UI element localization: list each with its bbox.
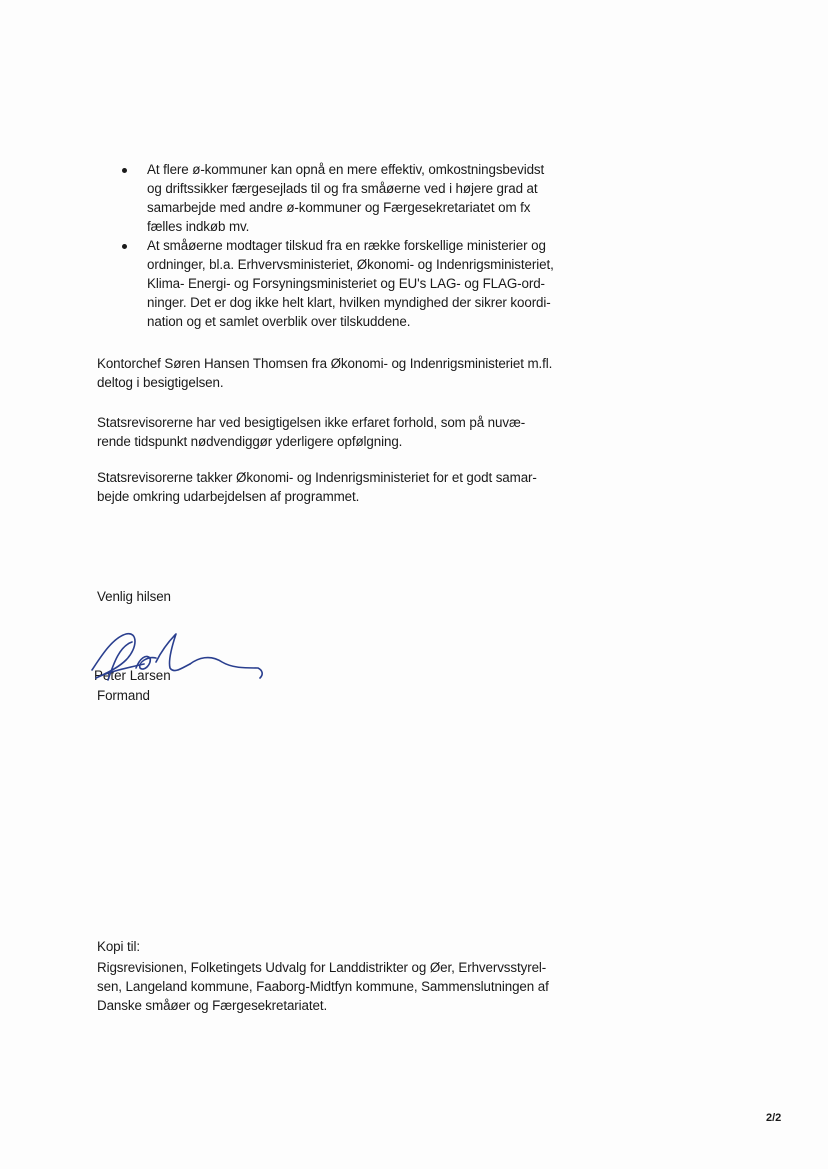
bullet-line: og driftssikker færgesejlads til og fra småøerne ved i højere grad at xyxy=(147,181,538,196)
bullet-line: ninger. Det er dog ikke helt klart, hvilken myndighed der sikrer koordi- xyxy=(147,295,551,310)
paragraph-thanks xyxy=(97,468,537,506)
closing-greeting: Venlig hilsen xyxy=(97,589,171,604)
handwritten-signature xyxy=(86,628,266,690)
bullet-item-2 xyxy=(147,236,554,331)
copy-recipients xyxy=(97,958,549,1015)
page-number: 2/2 xyxy=(766,1112,782,1124)
bullet-line: Klima- Energi- og Forsyningsministeriet og EU's LAG- og FLAG-ord- xyxy=(147,276,545,291)
copy-line: Danske småøer og Færgesekretariatet. xyxy=(97,998,328,1013)
bullet-line: ordninger, bl.a. Erhvervsministeriet, Økonomi- og Indenrigsministeriet, xyxy=(147,257,554,272)
paragraph-line: Statsrevisorerne har ved besigtigelsen ikke erfaret forhold, som på nuvæ- xyxy=(97,415,526,430)
bullet-line: nation og et samlet overblik over tilskuddene. xyxy=(147,314,411,329)
paragraph-line: Kontorchef Søren Hansen Thomsen fra Økonomi- og Indenrigsministeriet m.fl. xyxy=(97,356,553,371)
signatory-name: Peter Larsen xyxy=(94,668,171,683)
paragraph-findings xyxy=(97,413,525,451)
bullet-line: At småøerne modtager tilskud fra en række forskellige ministerier og xyxy=(147,238,546,253)
signatory-title: Formand xyxy=(97,688,150,703)
copy-heading: Kopi til: xyxy=(97,939,141,954)
bullet-marker xyxy=(122,244,127,249)
bullet-line: samarbejde med andre ø-kommuner og Færgesekretariatet om fx xyxy=(147,200,531,215)
bullet-line: At flere ø-kommuner kan opnå en mere effektiv, omkostningsbevidst xyxy=(147,162,545,177)
bullet-line: fælles indkøb mv. xyxy=(147,219,250,234)
paragraph-line: Statsrevisorerne takker Økonomi- og Indenrigsministeriet for et godt samar- xyxy=(97,470,537,485)
paragraph-participants xyxy=(97,354,552,392)
paragraph-line: bejde omkring udarbejdelsen af programmet. xyxy=(97,489,360,504)
bullet-item-1 xyxy=(147,160,544,236)
paragraph-line: rende tidspunkt nødvendiggør yderligere opfølgning. xyxy=(97,434,403,449)
copy-line: sen, Langeland kommune, Faaborg-Midtfyn kommune, Sammenslutningen af xyxy=(97,979,549,994)
paragraph-line: deltog i besigtigelsen. xyxy=(97,375,224,390)
bullet-marker xyxy=(122,168,127,173)
copy-line: Rigsrevisionen, Folketingets Udvalg for Landdistrikter og Øer, Erhvervsstyrel- xyxy=(97,960,547,975)
